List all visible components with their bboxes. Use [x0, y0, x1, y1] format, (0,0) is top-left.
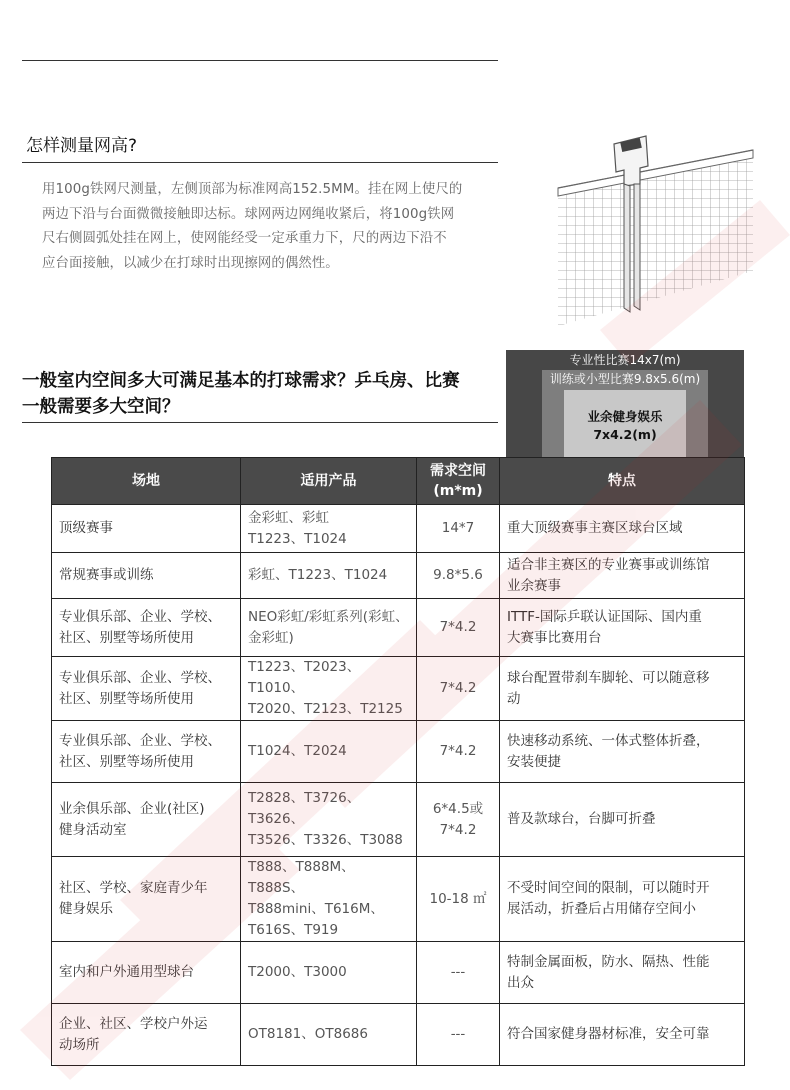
venue-cell: 顶级赛事: [52, 505, 241, 553]
space-size-amateur: 7x4.2(m): [593, 427, 657, 442]
products-cell: T888、T888M、T888S、 T888mini、T616M、 T616S、T919: [241, 857, 417, 942]
feature-cell: 普及款球台，台脚可折叠: [500, 783, 745, 857]
products-cell: OT8181、OT8686: [241, 1004, 417, 1066]
venue-cell: 室内和户外通用型球台: [52, 942, 241, 1004]
net-gauge-illustration: [548, 126, 758, 331]
products-cell: NEO彩虹/彩虹系列(彩虹、 金彩虹): [241, 599, 417, 657]
section2-title-line: 一般需要多大空间？: [22, 397, 180, 417]
space-label-training: 训练或小型比赛9.8x5.6(m): [549, 372, 701, 386]
section1-title: 怎样测量网高?: [26, 136, 138, 156]
space-cell: 6*4.5或 7*4.2: [417, 783, 500, 857]
section2-title-line: 一般室内空间多大可满足基本的打球需求？乒乓房、比赛: [22, 371, 460, 391]
table-row: [52, 1004, 745, 1066]
space-requirements-table: [51, 457, 745, 1066]
space-cell: 10-18 ㎡: [417, 857, 500, 942]
space-cell: 7*4.2: [417, 721, 500, 783]
top-divider: [22, 60, 498, 61]
venue-cell: 专业俱乐部、企业、学校、 社区、别墅等场所使用: [52, 599, 241, 657]
header-space: 需求空间 (m*m): [417, 458, 500, 505]
header-products: 适用产品: [241, 458, 417, 505]
venue-cell: 企业、社区、学校户外运 动场所: [52, 1004, 241, 1066]
space-label-professional: 专业性比赛14x7(m): [569, 353, 681, 367]
section2-divider: [22, 422, 498, 423]
feature-cell: ITTF-国际乒联认证国际、国内重 大赛事比赛用台: [500, 599, 745, 657]
space-cell: ---: [417, 1004, 500, 1066]
header-venue: 场地: [52, 458, 241, 505]
section1-paragraph: [42, 178, 508, 276]
table-row: [52, 783, 745, 857]
header-features: 特点: [500, 458, 745, 505]
venue-cell: 常规赛事或训练: [52, 553, 241, 599]
table-header-row: [52, 458, 745, 505]
products-cell: 彩虹、T1223、T1024: [241, 553, 417, 599]
table-row: [52, 857, 745, 942]
feature-cell: 球台配置带刹车脚轮、可以随意移 动: [500, 657, 745, 721]
section1-divider: [22, 162, 498, 163]
venue-cell: 业余俱乐部、企业(社区) 健身活动室: [52, 783, 241, 857]
venue-cell: 专业俱乐部、企业、学校、 社区、别墅等场所使用: [52, 657, 241, 721]
paragraph-line: 应台面接触，以减少在打球时出现擦网的偶然性。: [42, 255, 339, 271]
table-row: [52, 599, 745, 657]
table-row: [52, 505, 745, 553]
feature-cell: 符合国家健身器材标准，安全可靠: [500, 1004, 745, 1066]
products-cell: T2828、T3726、T3626、 T3526、T3326、T3088: [241, 783, 417, 857]
paragraph-line: 用100g铁网尺测量，左侧顶部为标准网高152.5MM。挂在网上使尺的: [42, 182, 463, 197]
space-diagram-professional: [506, 350, 744, 457]
table-row: [52, 721, 745, 783]
space-cell: 7*4.2: [417, 657, 500, 721]
section2-title: [22, 368, 502, 420]
paragraph-line: 两边下沿与台面微微接触即达标。球网两边网绳收紧后，将100g铁网: [42, 206, 455, 222]
space-diagram-training: [542, 370, 708, 457]
feature-cell: 快速移动系统、一体式整体折叠， 安装便捷: [500, 721, 745, 783]
venue-cell: 专业俱乐部、企业、学校、 社区、别墅等场所使用: [52, 721, 241, 783]
space-cell: ---: [417, 942, 500, 1004]
paragraph-line: 尺右侧圆弧处挂在网上，使网能经受一定承重力下，尺的两边下沿不: [42, 231, 447, 246]
space-cell: 14*7: [417, 505, 500, 553]
products-cell: T1223、T2023、T1010、 T2020、T2123、T2125: [241, 657, 417, 721]
space-label-amateur: 业余健身娱乐: [587, 409, 663, 424]
venue-cell: 社区、学校、家庭青少年 健身娱乐: [52, 857, 241, 942]
table-row: [52, 553, 745, 599]
feature-cell: 适合非主赛区的专业赛事或训练馆 业余赛事: [500, 553, 745, 599]
products-cell: 金彩虹、彩虹 T1223、T1024: [241, 505, 417, 553]
products-cell: T1024、T2024: [241, 721, 417, 783]
feature-cell: 特制金属面板，防水、隔热、性能 出众: [500, 942, 745, 1004]
space-cell: 7*4.2: [417, 599, 500, 657]
feature-cell: 不受时间空间的限制，可以随时开 展活动，折叠后占用储存空间小: [500, 857, 745, 942]
table-row: [52, 657, 745, 721]
space-diagram-amateur: [564, 390, 686, 457]
table-row: [52, 942, 745, 1004]
products-cell: T2000、T3000: [241, 942, 417, 1004]
space-cell: 9.8*5.6: [417, 553, 500, 599]
feature-cell: 重大顶级赛事主赛区球台区域: [500, 505, 745, 553]
